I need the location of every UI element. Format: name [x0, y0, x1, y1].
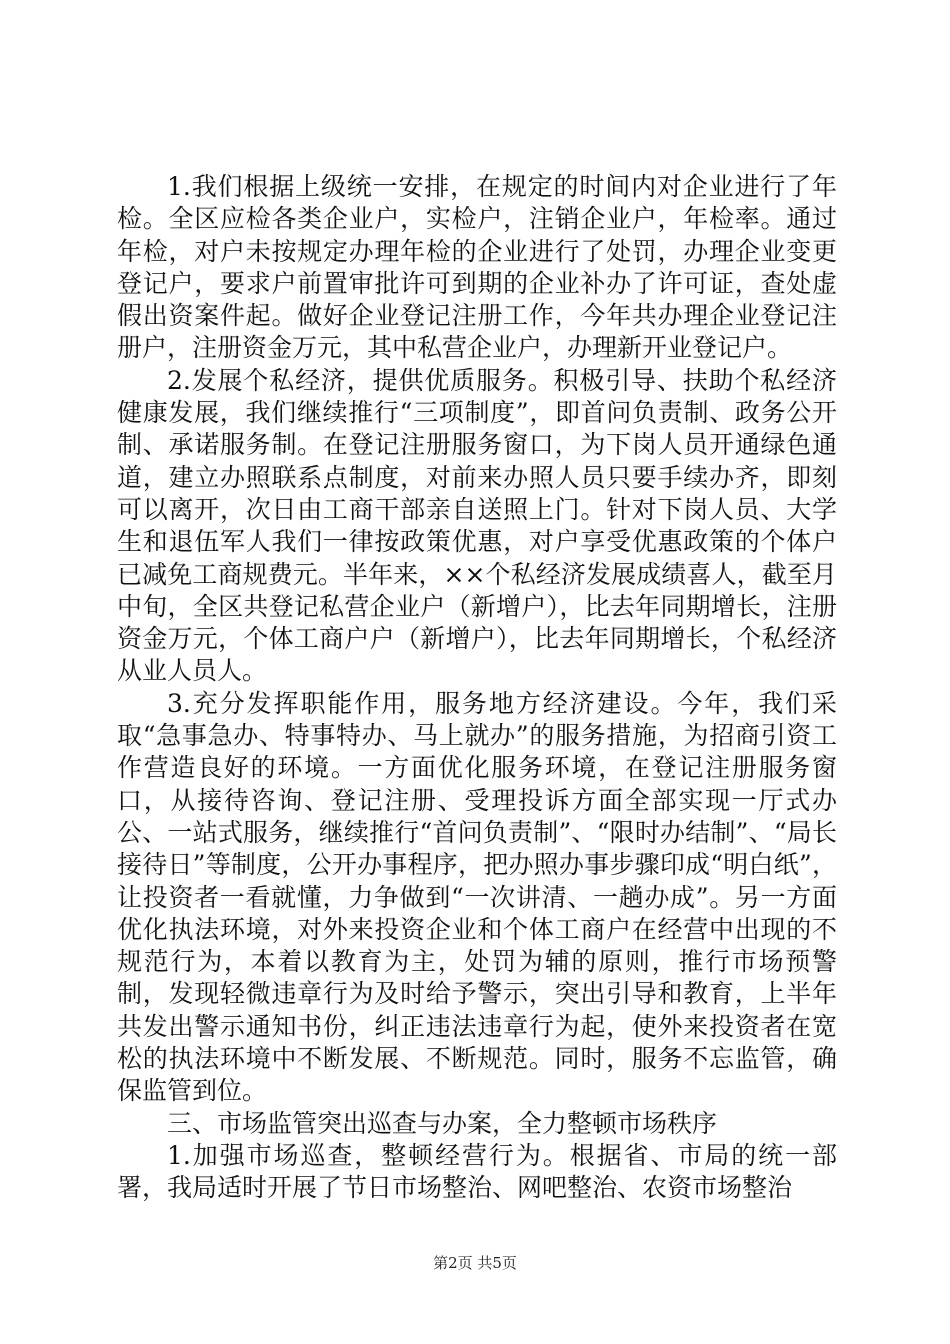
page-footer [0, 1252, 950, 1273]
paragraph-market-patrol: 1.加强市场巡查，整顿经营行为。根据省、市局的统一部署，我局适时开展了节日市场整治、网吧整治、农资市场整治 [117, 1140, 837, 1203]
section-heading-market-supervision: 三、市场监管突出巡查与办案，全力整顿市场秩序 [167, 1108, 718, 1138]
paragraph-service-function: 3.充分发挥职能作用，服务地方经济建设。今年，我们采取“急事急办、特事特办、马上就办”的服务措施，为招商引资工作营造良好的环境。一方面优化服务环境，在登记注册服务窗口，从接待咨询、登记注册、受理投诉方面全部实现一厅式办公、一站式服务，继续推行“首问负责制”、“限时办结制”、“局长接待日”等制度，公开办事程序，把办照办事步骤印成“明白纸”，让投资者一看就懂，力争做到“一次讲清、一趟办成”。另一方面优化执法环境，对外来投资企业和个体工商户在经营中出现的不规范行为，本着以教育为主，处罚为辅的原则，推行市场预警制，发现轻微违章行为及时给予警示，突出引导和教育，上半年共发出警示通知书份，纠正违法违章行为起，使外来投资者在宽松的执法环境中不断发展、不断规范。同时，服务不忘监管，确保监管到位。 [117, 688, 837, 1106]
paragraph-enterprise-inspection: 1.我们根据上级统一安排，在规定的时间内对企业进行了年检。全区应检各类企业户，实检户，注销企业户，年检率。通过年检，对户未按规定办理年检的企业进行了处罚，办理企业变更登记户，要求户前置审批许可到期的企业补办了许可证，查处虚假出资案件起。做好企业登记注册工作，今年共办理企业登记注册户，注册资金万元，其中私营企业户，办理新开业登记户。 [117, 172, 837, 363]
page-number-label: 第2页 共5页 [433, 1254, 517, 1272]
document-body [117, 171, 837, 1205]
paragraph-private-economy: 2.发展个私经济，提供优质服务。积极引导、扶助个私经济健康发展，我们继续推行“三项制度”，即首问负责制、政务公开制、承诺服务制。在登记注册服务窗口，为下岗人员开通绿色通道，建立办照联系点制度，对前来办照人员只要手续办齐，即刻可以离开，次日由工商干部亲自送照上门。针对下岗人员、大学生和退伍军人我们一律按政策优惠，对户享受优惠政策的个体户已减免工商规费元。半年来，××个私经济发展成绩喜人，截至月中旬，全区共登记私营企业户（新增户），比去年同期增长，注册资金万元，个体工商户户（新增户），比去年同期增长，个私经济从业人员人。 [117, 365, 837, 686]
